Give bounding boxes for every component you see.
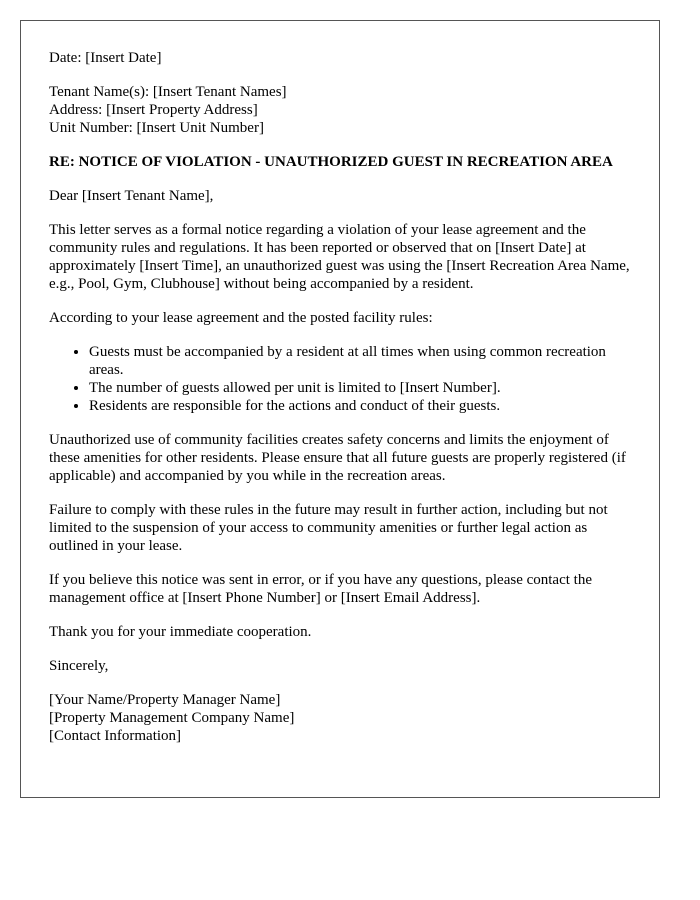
tenant-name-line: Tenant Name(s): [Insert Tenant Names] (49, 84, 287, 100)
tenant-info-block (49, 83, 631, 137)
rule-item: • Residents are responsible for the actions and conduct of their guests. (89, 397, 631, 415)
signature-company: [Property Management Company Name] (49, 710, 295, 726)
rules-list (49, 343, 631, 415)
paragraph-safety: Unauthorized use of community facilities creates safety concerns and limits the enjoyment of these amenities for other residents. Please ensure that all future guests are properly registered (if applicable) and accompanied by you while in the recreation areas. (49, 432, 626, 484)
subject-line: RE: NOTICE OF VIOLATION - UNAUTHORIZED GUEST IN RECREATION AREA (49, 154, 613, 170)
date-line: Date: [Insert Date] (49, 50, 162, 66)
paragraph-thanks: Thank you for your immediate cooperation. (49, 624, 312, 640)
paragraph-consequences: Failure to comply with these rules in the future may result in further action, including but not limited to the suspension of your access to community amenities or further legal action as outlined in your lease. (49, 502, 608, 554)
paragraph-contact: If you believe this notice was sent in error, or if you have any questions, please contact the management office at [Insert Phone Number] or [Insert Email Address]. (49, 572, 592, 606)
salutation: Dear [Insert Tenant Name], (49, 188, 214, 204)
signature-block (49, 691, 631, 745)
unit-number-line: Unit Number: [Insert Unit Number] (49, 120, 264, 136)
signature-contact: [Contact Information] (49, 728, 182, 744)
paragraph-rules-intro: According to your lease agreement and the posted facility rules: (49, 310, 433, 326)
rule-item: • Guests must be accompanied by a resident at all times when using common recreation areas. (89, 343, 631, 379)
address-line: Address: [Insert Property Address] (49, 102, 258, 118)
letter-page (20, 20, 660, 798)
rule-item: • The number of guests allowed per unit is limited to [Insert Number]. (89, 379, 631, 397)
signature-name: [Your Name/Property Manager Name] (49, 692, 281, 708)
closing: Sincerely, (49, 658, 109, 674)
paragraph-notice: This letter serves as a formal notice regarding a violation of your lease agreement and the community rules and regulations. It has been reported or observed that on [Insert Date] at approximately [Insert Time], an unauthorized guest was using the [Insert Recreation Area Name, e.g., Pool, Gym, Clubhouse] without being accompanied by a resident. (49, 222, 630, 292)
